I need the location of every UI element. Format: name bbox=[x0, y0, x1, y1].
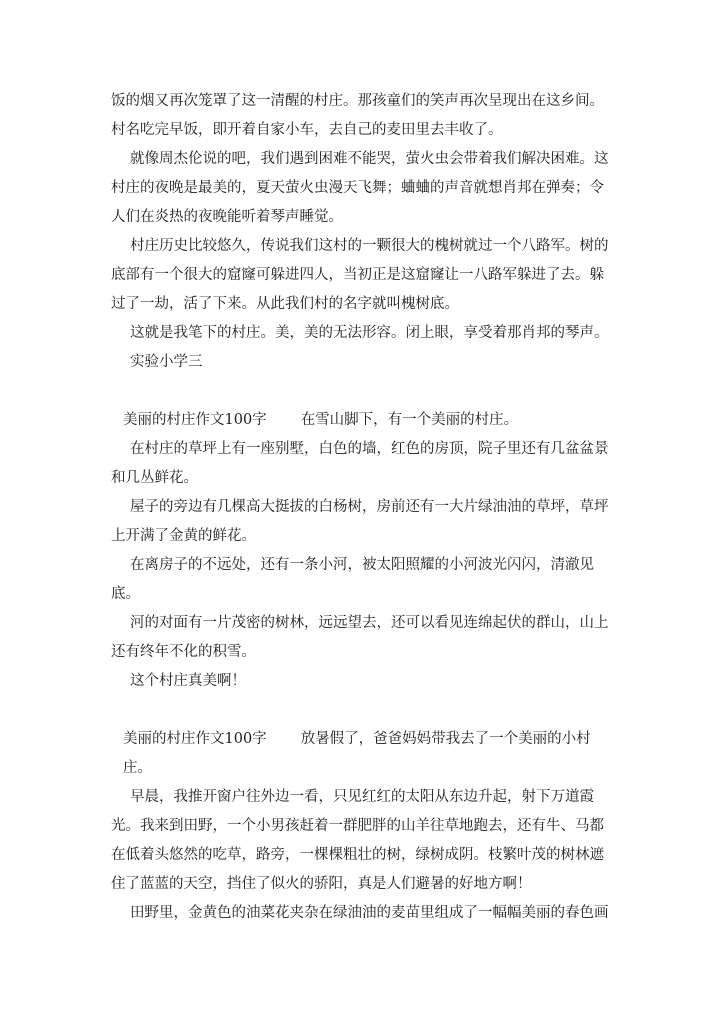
author-line: 实验小学三 bbox=[130, 354, 203, 370]
paragraph-line: 和几丛鲜花。 bbox=[111, 470, 198, 486]
paragraph-line: 饭的烟又再次笼罩了这一清醒的村庄。那孩童们的笑声再次呈现出在这乡间。 bbox=[111, 93, 604, 109]
paragraph-line: 河的对面有一片茂密的树林，远远望去，还可以看见连绵起伏的群山，山上 bbox=[130, 615, 609, 631]
paragraph-line: 村庄历史比较悠久，传说我们这村的一颗很大的槐树就过一个八路军。树的 bbox=[130, 238, 609, 254]
paragraph-line: 在村庄的草坪上有一座别墅，白色的墙，红色的房顶，院子里还有几盆盆景 bbox=[130, 441, 609, 457]
paragraph-line: 底部有一个很大的窟窿可躲进四人，当初正是这窟窿让一八路军躲进了去。躲 bbox=[111, 267, 604, 283]
paragraph-line: 上开满了金黄的鲜花。 bbox=[111, 528, 256, 544]
essay-title-line bbox=[111, 406, 611, 435]
paragraph-line: 住了蓝蓝的天空，挡住了似火的骄阳，真是人们避暑的好地方啊！ bbox=[111, 876, 532, 892]
paragraph-line: 田野里，金黄色的油菜花夹杂在绿油油的麦苗里组成了一幅幅美丽的春色画 bbox=[130, 905, 609, 921]
paragraph-line: 这个村庄真美啊！ bbox=[130, 673, 246, 689]
essay-title: 美丽的村庄作文100字 bbox=[123, 412, 267, 428]
paragraph-line: 过了一劫，活了下来。从此我们村的名字就叫槐树底。 bbox=[111, 296, 459, 312]
essay-title: 美丽的村庄作文100字 bbox=[123, 731, 267, 747]
blank-line bbox=[111, 696, 611, 725]
document-body bbox=[111, 87, 611, 928]
paragraph-line: 还有终年不化的积雪。 bbox=[111, 644, 256, 660]
paragraph-line: 村庄的夜晚是最美的，夏天萤火虫漫天飞舞；蛐蛐的声音就想肖邦在弹奏；令 bbox=[111, 180, 604, 196]
paragraph-line: 在低着头悠然的吃草，路旁，一棵棵粗壮的树，绿树成阴。枝繁叶茂的树林遮 bbox=[111, 847, 604, 863]
blank-line bbox=[111, 377, 611, 406]
paragraph-line: 早晨，我推开窗户往外边一看，只见红红的太阳从东边升起，射下万道霞 bbox=[130, 789, 594, 805]
essay-title-wrap: 庄。 bbox=[123, 760, 152, 776]
paragraph-line: 这就是我笔下的村庄。美，美的无法形容。闭上眼，享受着那肖邦的琴声。 bbox=[130, 325, 609, 341]
paragraph-line: 屋子的旁边有几棵高大挺拔的白杨树，房前还有一大片绿油油的草坪，草坪 bbox=[130, 499, 609, 515]
paragraph-line: 在离房子的不远处，还有一条小河，被太阳照耀的小河波光闪闪，清澈见 bbox=[130, 557, 594, 573]
paragraph-line: 村名吃完早饭，即开着自家小车，去自己的麦田里去丰收了。 bbox=[111, 122, 503, 138]
paragraph-line: 人们在炎热的夜晚能听着琴声睡觉。 bbox=[111, 209, 343, 225]
essay-title-line bbox=[111, 725, 611, 754]
essay-title-tail: 放暑假了，爸爸妈妈带我去了一个美丽的小村 bbox=[300, 731, 591, 747]
paragraph-line: 光。我来到田野，一个小男孩赶着一群肥胖的山羊往草地跑去，还有牛、马都 bbox=[111, 818, 604, 834]
paragraph-line: 就像周杰伦说的吧，我们遇到困难不能哭，萤火虫会带着我们解决困难。这 bbox=[130, 151, 609, 167]
paragraph-line: 底。 bbox=[111, 586, 140, 602]
essay-title-tail: 在雪山脚下，有一个美丽的村庄。 bbox=[300, 412, 519, 428]
